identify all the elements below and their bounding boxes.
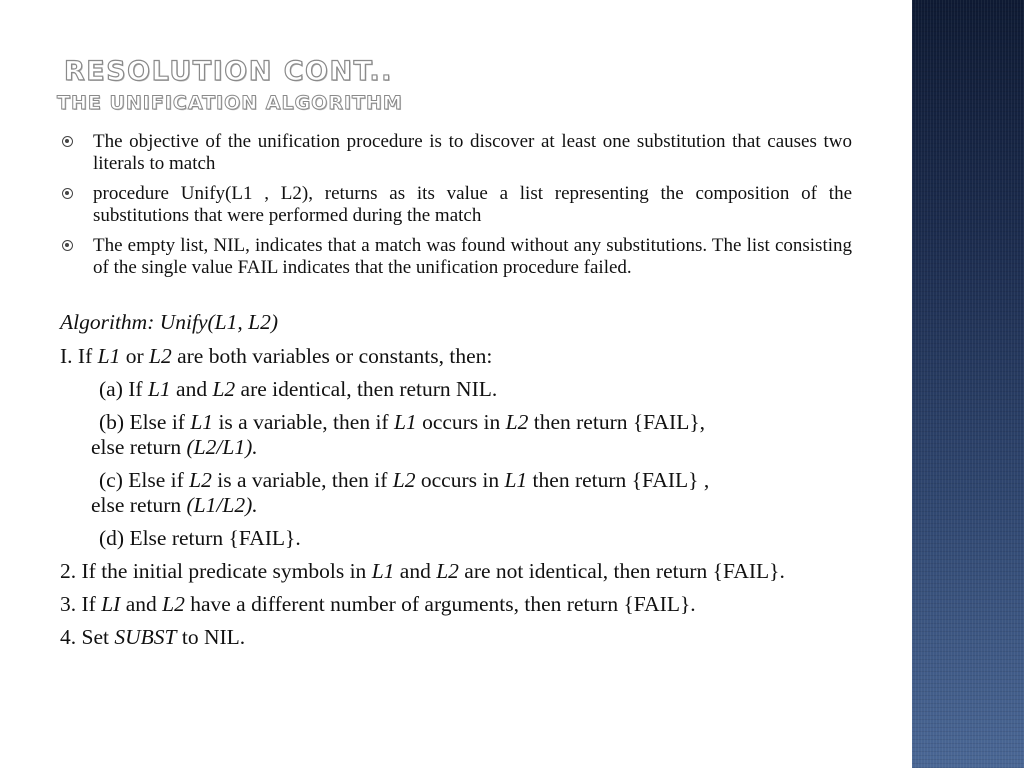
- algorithm-step-1c: (c) Else if L2 is a variable, then if L2 occurs in L1 then return {FAIL} , else return (L1/L2).: [91, 468, 710, 517]
- algorithm-step-4: 4. Set SUBST to NIL.: [60, 625, 246, 649]
- algorithm-block: [60, 310, 860, 658]
- bullet-item: [60, 235, 852, 279]
- bullet-list: [60, 131, 852, 287]
- decorative-sidebar: [912, 0, 1024, 768]
- slide-subtitle: THE UNIFICATION ALGORITHM: [57, 92, 403, 114]
- algorithm-step-1: I. If L1 or L2 are both variables or constants, then:: [60, 344, 493, 368]
- circle-dot-icon: [62, 188, 73, 199]
- algorithm-step-1d: (d) Else return {FAIL}.: [99, 526, 301, 550]
- algorithm-step-1b: (b) Else if L1 is a variable, then if L1 occurs in L2 then return {FAIL}, else return (L2/L1).: [91, 410, 706, 459]
- bullet-text: The empty list, NIL, indicates that a match was found without any substitutions. The list consisting of the single value FAIL indicates that the unification procedure failed.: [93, 235, 852, 278]
- bullet-text: procedure Unify(L1 , L2), returns as its value a list representing the composition of the substitutions that were performed during the match: [93, 183, 852, 226]
- bullet-item: [60, 183, 852, 227]
- algorithm-step-2: 2. If the initial predicate symbols in L1 and L2 are not identical, then return {FAIL}.: [60, 559, 785, 583]
- circle-dot-icon: [62, 136, 73, 147]
- algorithm-step-3: 3. If LI and L2 have a different number of arguments, then return {FAIL}.: [60, 592, 696, 616]
- algorithm-heading: Algorithm: Unify(L1, L2): [60, 310, 278, 334]
- algorithm-step-1a: (a) If L1 and L2 are identical, then return NIL.: [99, 377, 498, 401]
- bullet-text: The objective of the unification procedure is to discover at least one substitution that causes two literals to match: [93, 131, 852, 174]
- circle-dot-icon: [62, 240, 73, 251]
- slide-title: RESOLUTION CONT..: [64, 56, 393, 87]
- bullet-item: [60, 131, 852, 175]
